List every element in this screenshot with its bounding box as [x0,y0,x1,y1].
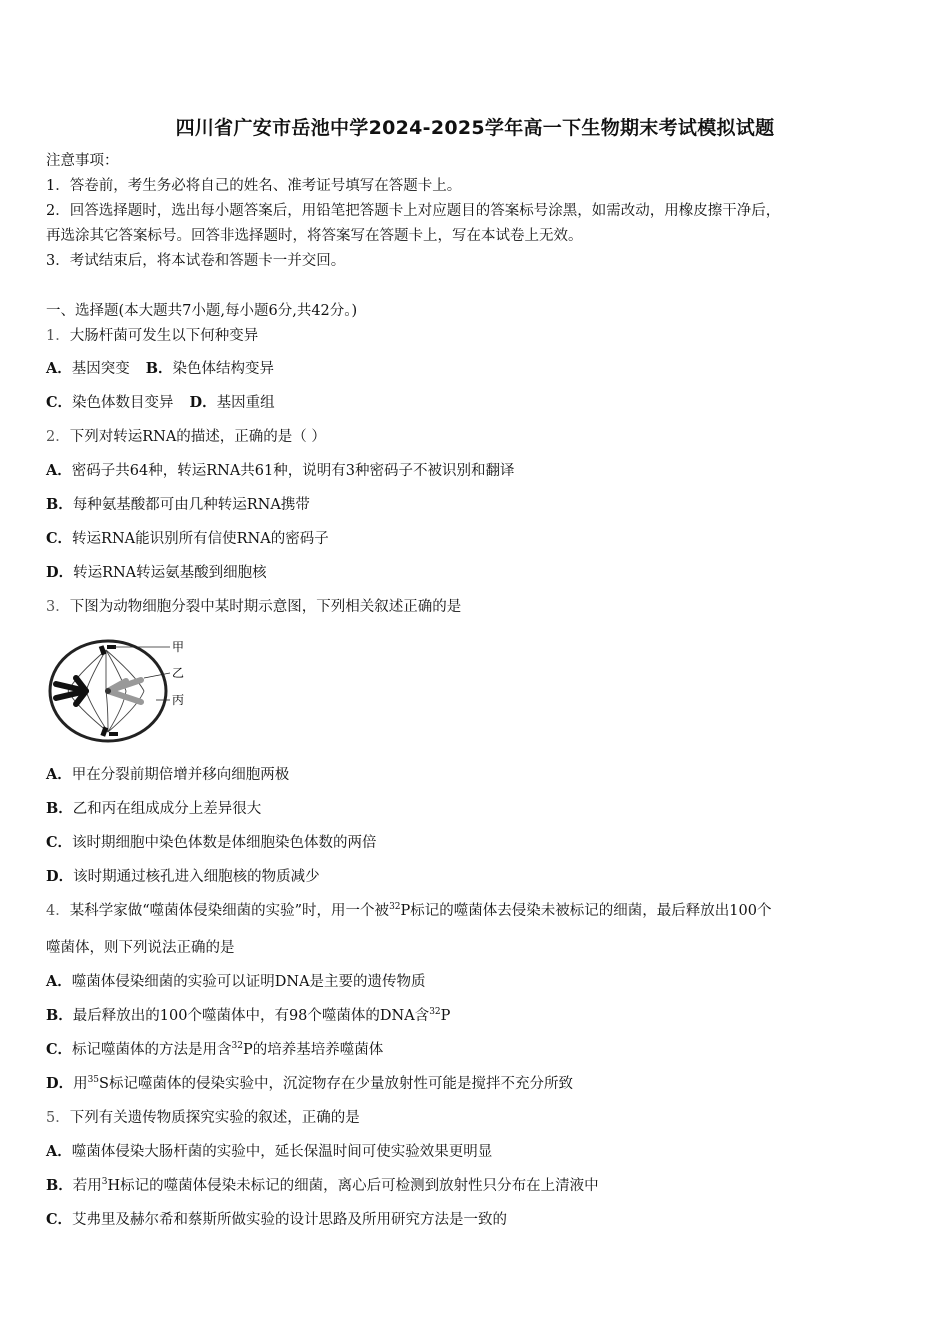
option-label: B． [46,496,73,513]
option-c: 标记噬菌体的方法是用含 [72,1042,232,1058]
question-2-option-c [46,529,329,549]
notice-item-1: 1．答卷前，考生务必将自己的姓名、准考证号填写在答题卡上。 [46,178,462,194]
option-label: B． [46,1007,73,1024]
option-d: 转运RNA转运氨基酸到细胞核 [73,565,267,581]
option-a: 密码子共64种，转运RNA共61种，说明有3种密码子不被识别和翻译 [71,463,515,479]
option-a: 基因突变 [71,361,130,377]
question-5-option-a [46,1142,492,1162]
question-3-option-d [46,867,320,887]
question-5-option-c [46,1210,507,1230]
question-number: 5． [46,1110,70,1126]
question-stem: 某科学家做“噬菌体侵染细菌的实验”时，用一个被 [69,903,390,919]
option-label: A． [46,973,72,990]
page-title: 四川省广安市岳池中学2024-2025学年高一下生物期末考试模拟试题 [175,117,775,139]
isotope-mass: 35 [87,1075,100,1086]
option-label: C． [46,1211,73,1228]
question-2-option-d [46,563,267,583]
option-label: C． [46,1041,73,1058]
option-label: B． [46,1177,73,1194]
notice-item-3: 3．考试结束后，将本试卷和答题卡一并交回。 [46,253,346,269]
question-1-options-cd [46,393,275,413]
option-label: B． [46,800,73,817]
option-b: 最后释放出的100个噬菌体中，有98个噬菌体的DNA含 [72,1008,430,1024]
question-2 [46,427,326,447]
question-3 [46,597,461,617]
option-label: C． [46,834,73,851]
question-5-option-b [46,1176,599,1196]
notice-item-2: 2．回答选择题时，选出每小题答案后，用铅笔把答题卡上对应题目的答案标号涂黑，如需改动，用橡皮擦干净后， [46,203,781,219]
option-label: B． [145,360,173,377]
question-1-options-ab [46,359,274,379]
option-label: C． [46,530,73,547]
option-d-cont: S标记噬菌体的侵染实验中，沉淀物存在少量放射性可能是搅拌不充分所致 [99,1076,573,1092]
question-2-option-b [46,495,310,515]
cell-division-figure [46,636,196,746]
notice-heading: 注意事项： [46,153,119,169]
option-label: D． [46,868,74,885]
question-stem-cont: P标记的噬菌体去侵染未被标记的细菌，最后释放出100个 [400,903,772,919]
question-4-option-d [46,1074,573,1094]
option-d: 基因重组 [216,395,275,411]
question-stem: 下列对转运RNA的描述，正确的是（ ） [69,429,326,445]
option-label: A． [46,462,72,479]
question-number: 2． [46,429,70,445]
isotope-mass: 32 [429,1007,441,1018]
isotope-mass: 32 [389,902,401,913]
option-b: 染色体结构变异 [172,361,275,377]
isotope-mass: 32 [231,1041,243,1052]
question-number: 1． [46,328,70,344]
question-4-option-b [46,1006,450,1026]
option-label: D． [189,394,217,411]
pointer-yi [144,673,170,678]
question-number: 4． [46,903,70,919]
option-label: A． [46,766,72,783]
option-b-cont: P [440,1008,451,1024]
option-label: A． [46,1143,72,1160]
question-2-option-a [46,461,514,481]
question-5 [46,1108,360,1128]
option-b: 乙和丙在组成成分上差异很大 [72,801,262,817]
question-3-option-a [46,765,289,785]
section-heading: 一、选择题(本大题共7小题,每小题6分,共42分。) [46,303,358,319]
option-b: 若用 [72,1178,102,1194]
option-label: A． [46,360,72,377]
option-b: 每种氨基酸都可由几种转运RNA携带 [72,497,310,513]
question-3-option-b [46,799,261,819]
label-yi: 乙 [172,666,185,680]
question-1 [46,326,258,346]
option-d: 用 [73,1076,88,1092]
option-label: D． [46,564,74,581]
question-stem: 下图为动物细胞分裂中某时期示意图，下列相关叙述正确的是 [69,599,462,615]
option-label: D． [46,1075,74,1092]
question-4-line-2: 噬菌体，则下列说法正确的是 [46,940,235,956]
centriole-bottom-2 [109,732,118,736]
option-c-cont: P的培养基培养噬菌体 [243,1042,384,1058]
label-jia: 甲 [172,640,185,654]
option-c: 转运RNA能识别所有信使RNA的密码子 [72,531,329,547]
option-c: 艾弗里及赫尔希和蔡斯所做实验的设计思路及所用研究方法是一致的 [72,1212,508,1228]
option-a: 噬菌体侵染细菌的实验可以证明DNA是主要的遗传物质 [71,974,426,990]
notice-item-2-cont: 再选涂其它答案标号。回答非选择题时，将答案写在答题卡上，写在本试卷上无效。 [46,228,583,244]
option-c: 该时期细胞中染色体数是体细胞染色体数的两倍 [72,835,377,851]
option-a: 甲在分裂前期倍增并移向细胞两极 [71,767,290,783]
isotope-mass: 3 [101,1177,108,1188]
question-number: 3． [46,599,70,615]
label-bing: 丙 [172,693,185,707]
question-3-option-c [46,833,377,853]
option-a: 噬菌体侵染大肠杆菌的实验中，延长保温时间可使实验效果更明显 [71,1144,493,1160]
option-label: C． [46,394,73,411]
question-stem: 大肠杆菌可发生以下何种变异 [69,328,259,344]
question-4 [46,901,771,921]
question-4-option-a [46,972,426,992]
question-stem: 下列有关遗传物质探究实验的叙述，正确的是 [69,1110,360,1126]
option-c: 染色体数目变异 [72,395,174,411]
question-4-option-c [46,1040,383,1060]
option-b-cont: H标记的噬菌体侵染未标记的细菌，离心后可检测到放射性只分布在上清液中 [107,1178,599,1194]
chromosome-light [105,680,141,702]
chromosome-dark [56,678,86,704]
option-d: 该时期通过核孔进入细胞核的物质减少 [73,869,320,885]
